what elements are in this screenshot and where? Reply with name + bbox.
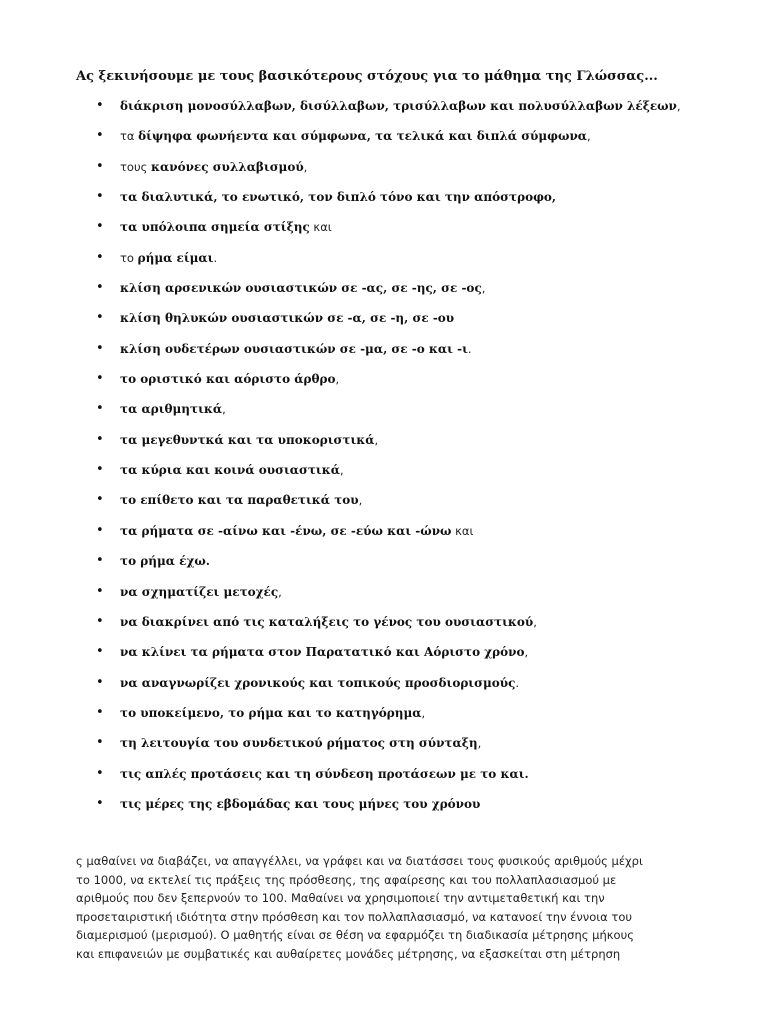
bullet-icon: • [96,158,104,174]
list-item [0,763,768,793]
list-item-text [120,247,217,269]
bullet-icon: • [96,219,104,235]
list-item [0,520,768,550]
item-suffix: , [303,159,308,174]
bullet-icon: • [96,401,104,417]
bullet-icon: • [96,310,104,326]
list-item-text [120,277,485,299]
item-bold-text: κλίση αρσενικών ουσιαστικών σε -ας, σε -ης, σε -ος [120,281,482,296]
list-item-text [120,581,282,603]
bullet-icon: • [96,674,104,690]
paragraph-line: το 1000, να εκτελεί τις πράξεις της πρόσθεσης, της αφαίρεσης και του πολλαπλασιασμού με [76,872,617,887]
list-item-text [120,95,681,117]
list-item [0,702,768,732]
item-suffix: και [451,523,474,538]
item-suffix: . [213,250,218,265]
list-item [0,216,768,246]
list-item-text [120,459,344,481]
item-bold-text: να διακρίνει από τις καταλήξεις το γένος του ουσιαστικού [120,614,534,629]
bullet-icon: • [96,522,104,538]
item-suffix: , [339,463,344,478]
item-bold-text: τα διαλυτικά, το ενωτικό, τον διπλό τόνο και την απόστροφο, [120,190,557,205]
item-suffix: , [421,705,426,720]
list-item [0,95,768,125]
list-item-text [120,398,226,420]
list-item [0,489,768,519]
bullet-icon: • [96,431,104,447]
list-item-text [120,732,481,754]
bullet-icon: • [96,189,104,205]
goals-list [0,95,768,823]
item-bold-text: να σχηματίζει μετοχές [120,584,279,599]
bullet-icon: • [96,371,104,387]
list-item [0,307,768,337]
item-suffix: , [222,402,226,417]
item-bold-text: να αναγνωρίζει χρονικούς και τοπικούς προσδιορισμούς [120,675,516,690]
list-item-text [120,125,591,147]
list-item [0,459,768,489]
item-bold-text: τα υπόλοιπα σημεία στίξης [120,220,310,235]
list-item [0,186,768,216]
bullet-icon: • [96,492,104,508]
item-suffix: , [374,432,379,447]
list-item [0,277,768,307]
item-bold-text: το επίθετο και τα παραθετικά του [120,493,359,508]
bullet-icon: • [96,644,104,660]
paragraph-line: διαμερισμού (μερισμού). Ο μαθητής είναι σε θέση να εφαρμόζει τη διαδικασία μέτρησης μήκους [76,928,634,943]
item-bold-text: να κλίνει τα ρήματα στον Παρατατικό και Αόριστο χρόνο [120,645,525,660]
item-bold-text: τη λειτουγία του συνδετικού ρήματος στη σύνταξη [120,736,478,751]
item-prefix: τα [120,129,139,144]
bullet-icon: • [96,583,104,599]
item-suffix: και [309,220,332,235]
item-suffix: , [278,584,282,599]
list-item [0,793,768,823]
list-item [0,429,768,459]
math-paragraph [76,852,696,964]
list-item-text [120,520,473,542]
item-bold-text: το υποκείμενο, το ρήμα και το κατηγόρημα [120,705,422,720]
paragraph-line: προσεταιριστική ιδιότητα στην πρόσθεση και τον πολλαπλασιασμό, να κατανοεί την έννοια του [76,909,633,924]
item-suffix: . [515,675,520,690]
bullet-icon: • [96,553,104,569]
list-item-text [120,156,307,178]
list-item [0,368,768,398]
list-item-text [120,186,556,208]
bullet-icon: • [96,98,104,113]
list-item [0,550,768,580]
item-suffix: , [587,129,591,144]
intro-heading: Ας ξεκινήσουμε με τους βασικότερους στόχους για το μάθημα της Γλώσσας... [76,69,658,84]
list-item [0,732,768,762]
item-bold-text: τα αριθμητικά [120,402,223,417]
item-prefix: το [120,250,138,265]
list-item [0,156,768,186]
bullet-icon: • [96,613,104,629]
paragraph-line: ς μαθαίνει να διαβάζει, να απαγγέλλει, να γράφει και να διατάσσει τους φυσικούς αριθμούς μέχρι [76,854,643,868]
item-suffix: , [524,645,529,660]
item-suffix: , [358,493,363,508]
list-item [0,611,768,641]
list-item [0,672,768,702]
list-item-text [120,307,454,329]
item-bold-text: τις απλές προτάσεις και τη σύνδεση προτάσεων με το και. [120,766,529,781]
item-bold-text: κανόνες συλλαβισμού [151,159,304,174]
list-item-text [120,763,529,785]
bullet-icon: • [96,704,104,720]
list-item-text [120,702,425,724]
item-bold-text: τα κύρια και κοινά ουσιαστικά [120,463,340,478]
bullet-icon: • [96,128,104,144]
paragraph-line: αριθμούς που δεν ξεπερνούν το 100. Μαθαίνει να χρησιμοποιεί την αντιμεταθετική και την [76,891,605,906]
item-suffix: , [477,736,482,751]
list-item-text [120,672,519,694]
item-bold-text: το οριστικό και αόριστο άρθρο [120,372,336,387]
list-item-text [120,338,472,360]
bullet-icon: • [96,735,104,751]
item-suffix: , [533,614,537,629]
item-bold-text: ρήμα είμαι [137,250,214,265]
item-bold-text: διάκριση μονοσύλλαβων, δισύλλαβων, τρισύλλαβων και πολυσύλλαβων λέξεων [120,99,677,113]
list-item-text [120,489,362,511]
list-item-text [120,216,332,238]
item-bold-text: τα μεγεθυντκά και τα υποκοριστικά [120,432,375,447]
bullet-icon: • [96,765,104,781]
item-bold-text: τα ρήματα σε -αίνω και -ένω, σε -εύω και -ώνω [120,523,452,538]
bullet-icon: • [96,340,104,356]
item-bold-text: το ρήμα έχω. [120,554,210,569]
list-item [0,338,768,368]
item-prefix: τους [120,159,152,174]
list-item-text [120,550,210,572]
item-bold-text: κλίση θηλυκών ουσιαστικών σε -α, σε -η, σε -ου [120,311,455,326]
item-bold-text: κλίση ουδετέρων ουσιαστικών σε -μα, σε -ο και -ι [120,341,468,356]
list-item-text [120,641,528,663]
bullet-icon: • [96,280,104,296]
list-item [0,641,768,671]
list-item-text [120,611,537,633]
item-suffix: , [335,372,340,387]
item-bold-text: δίψηφα φωνήεντα και σύμφωνα, τα τελικά και διπλά σύμφωνα [138,129,587,144]
bullet-icon: • [96,795,104,811]
item-bold-text: τις μέρες της εβδομάδας και τους μήνες του χρόνου [120,796,481,811]
list-item [0,398,768,428]
paragraph-line: και επιφανειών με συμβατικές και αυθαίρετες μονάδες μέτρησης, να εξασκείται στη μέτρηση [76,946,621,961]
item-suffix: , [676,99,681,113]
list-item [0,125,768,155]
list-item [0,581,768,611]
list-item-text [120,793,480,815]
list-item-text [120,368,339,390]
item-suffix: , [481,281,486,296]
list-item [0,247,768,277]
item-suffix: . [467,341,472,356]
bullet-icon: • [96,462,104,478]
list-item-text [120,429,378,451]
bullet-icon: • [96,249,104,265]
